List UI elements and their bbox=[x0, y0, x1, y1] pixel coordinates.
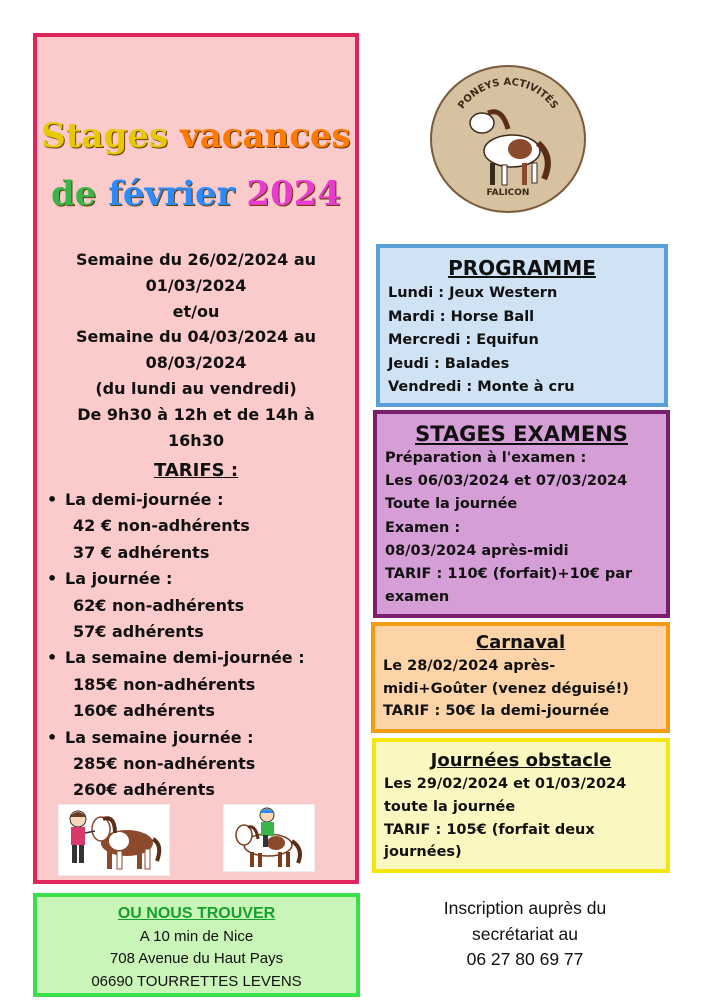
obstacle-line: toute la journée bbox=[384, 798, 516, 815]
tarif-head: • La semaine journée : bbox=[43, 725, 353, 751]
title-word: février bbox=[108, 174, 235, 214]
title-word: Stages bbox=[41, 116, 169, 156]
examens-title: STAGES EXAMENS bbox=[415, 422, 628, 446]
inscription-block bbox=[400, 896, 650, 973]
dates-line: De 9h30 à 12h et de 14h à bbox=[77, 404, 315, 424]
location-line: A 10 min de Nice bbox=[139, 927, 254, 945]
carnaval-line: TARIF : 50€ la demi-journée bbox=[383, 703, 610, 719]
tarifs-title: TARIFS : bbox=[153, 460, 239, 481]
dates-line: Semaine du 04/03/2024 au bbox=[75, 327, 317, 347]
dates-line: 01/03/2024 bbox=[145, 275, 247, 295]
tarif-line: 37 € adhérents bbox=[73, 542, 210, 562]
dates-line: Semaine du 26/02/2024 au bbox=[75, 250, 317, 269]
obstacle-line: TARIF : 105€ (forfait deux bbox=[384, 821, 595, 838]
tarif-line: 160€ adhérents bbox=[73, 701, 215, 721]
tarif-line: 62€ non-adhérents bbox=[73, 595, 245, 615]
tarif-line: 260€ adhérents bbox=[73, 780, 215, 800]
obstacle-line: journées) bbox=[384, 844, 462, 861]
examens-line: TARIF : 110€ (forfait)+10€ par bbox=[385, 566, 633, 583]
dates-line: 16h30 bbox=[168, 430, 224, 450]
programme-line: Vendredi : Monte à cru bbox=[388, 379, 575, 395]
location-line: 06690 TOURRETTES LEVENS bbox=[91, 972, 302, 990]
tarif-line: 57€ adhérents bbox=[73, 622, 204, 642]
examens-line: Examen : bbox=[385, 519, 461, 536]
programme-line: Jeudi : Balades bbox=[388, 355, 510, 372]
programme-line: Mercredi : Equifun bbox=[388, 332, 539, 348]
tarif-line: 185€ non-adhérents bbox=[73, 674, 256, 694]
obstacle-line: Les 29/02/2024 et 01/03/2024 bbox=[384, 776, 627, 792]
inscription-line: secrétariat au bbox=[471, 923, 579, 944]
obstacle-title: Journées obstacle bbox=[430, 750, 612, 771]
tarifs-list bbox=[43, 487, 353, 804]
page-title bbox=[37, 107, 355, 223]
tarif-line: 285€ non-adhérents bbox=[73, 754, 256, 774]
stages-examens-box bbox=[373, 410, 670, 618]
poneys-activites-logo bbox=[430, 65, 586, 213]
svg-text:PONEYS ACTIVITÉS bbox=[456, 77, 559, 111]
stages-panel bbox=[33, 33, 359, 884]
dates-line: 08/03/2024 bbox=[145, 353, 247, 373]
programme-box bbox=[376, 244, 668, 407]
programme-line: Lundi : Jeux Western bbox=[388, 285, 558, 301]
programme-title: PROGRAMME bbox=[448, 256, 596, 280]
examens-line: Toute la journée bbox=[385, 496, 518, 513]
title-word: vacances bbox=[179, 116, 351, 156]
title-line-2 bbox=[37, 165, 355, 223]
tarif-head: • La journée : bbox=[43, 566, 353, 592]
title-line-1 bbox=[37, 107, 355, 165]
inscription-line: Inscription auprès du bbox=[443, 898, 607, 918]
logo-bottom-text: FALICON bbox=[486, 188, 530, 198]
carnaval-line: Le 28/02/2024 après- bbox=[383, 658, 556, 674]
location-title: OU NOUS TROUVER bbox=[117, 905, 276, 922]
dates-line: (du lundi au vendredi) bbox=[95, 378, 297, 398]
examens-line: examen bbox=[385, 589, 450, 606]
carnaval-title: Carnaval bbox=[475, 632, 566, 653]
location-line: 708 Avenue du Haut Pays bbox=[109, 950, 284, 967]
examens-line: Préparation à l'examen : bbox=[385, 450, 587, 466]
carnaval-line: midi+Goûter (venez déguisé!) bbox=[383, 680, 629, 697]
tarif-head: • La semaine demi-journée : bbox=[43, 645, 353, 671]
dates-block bbox=[47, 247, 345, 453]
dates-line: et/ou bbox=[172, 301, 220, 321]
title-word: de bbox=[50, 174, 97, 214]
examens-line: 08/03/2024 après-midi bbox=[385, 542, 569, 559]
location-box bbox=[33, 893, 360, 997]
carnaval-box bbox=[371, 622, 670, 733]
logo-top-text: PONEYS ACTIVITÉS bbox=[456, 76, 560, 112]
journees-obstacle-box bbox=[372, 738, 670, 873]
phone-number[interactable]: 06 27 80 69 77 bbox=[466, 949, 584, 969]
programme-line: Mardi : Horse Ball bbox=[388, 308, 535, 325]
tarif-head: • La demi-journée : bbox=[43, 487, 353, 513]
rider-pony-illustration bbox=[223, 804, 315, 872]
title-word: 2024 bbox=[246, 174, 342, 214]
tarif-line: 42 € non-adhérents bbox=[73, 516, 250, 536]
examens-line: Les 06/03/2024 et 07/03/2024 bbox=[385, 473, 628, 490]
girl-pony-illustration bbox=[58, 804, 170, 876]
